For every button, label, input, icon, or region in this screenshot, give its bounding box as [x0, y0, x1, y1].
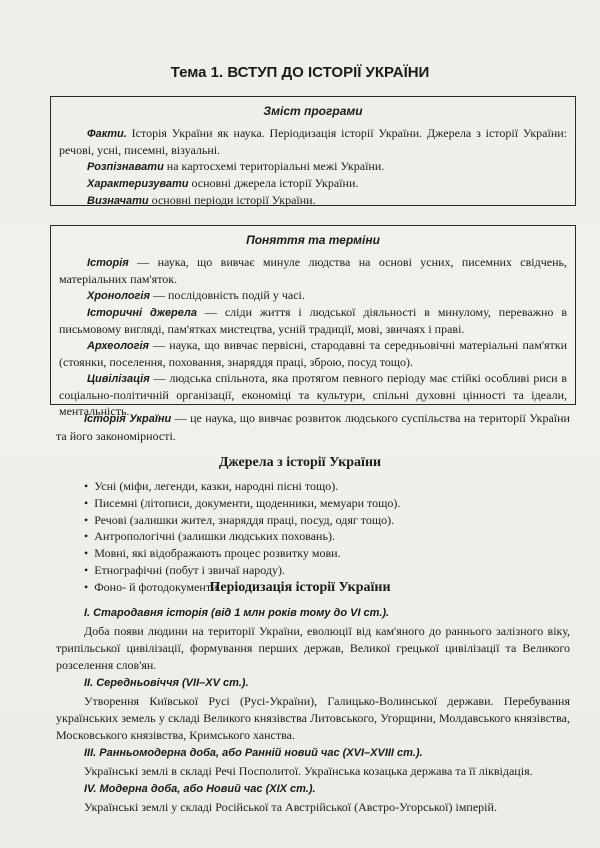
periods-section	[56, 604, 570, 817]
page-title: Тема 1. ВСТУП ДО ІСТОРІЇ УКРАЇНИ	[170, 64, 430, 81]
program-box	[50, 96, 576, 206]
list-item: • Мовні, які відображають процес розвитку мови.	[84, 545, 400, 562]
period-text: Доба появи людини на території України, еволюції від кам'яного до раннього залізного віку, трипільської цивілізації, формування перших держав, Великої грецької цивілізації та Великого розселення слов'ян.	[56, 624, 570, 672]
period-text: Українські землі у складі Російської та Австрійської (Австро-Угорської) імперій.	[84, 800, 497, 814]
period-title: ІІІ. Ранньомодерна доба, або Ранній новий час (XVI–XVIII ст.).	[84, 747, 423, 759]
term-label: Історичні джерела	[87, 307, 197, 319]
recognize-text: на картосхемі територіальні межі України.	[163, 159, 385, 173]
characterize-text: основні джерела історії України.	[188, 176, 359, 190]
term-text: — наука, що вивчає первісні, стародавні та середньовічні матеріальні пам'ятки (стоянки, поселення, поховання, знаряддя праці, зброю, посуд тощо).	[59, 338, 567, 369]
list-item: • Етнографічні (побут і звичаї народу).	[84, 562, 400, 579]
list-item: • Писемні (літописи, документи, щоденники, мемуари тощо).	[84, 495, 400, 512]
terms-heading: Поняття та терміни	[246, 233, 380, 247]
definition-text: — це наука, що вивчає розвиток людського суспільства на території України та його закономірності.	[56, 411, 570, 443]
list-item: • Усні (міфи, легенди, казки, народні пісні тощо).	[84, 478, 400, 495]
sources-list	[84, 478, 400, 596]
term-text: — людська спільнота, яка протягом певного періоду має стійкі особливі риси в соціально-політичній організації, економіці та культури, спільні духовні цінності та ідеали, ментальність.	[59, 371, 567, 418]
term-item	[59, 304, 567, 337]
list-item: • Речові (залишки жител, знаряддя праці, посуд, одяг тощо).	[84, 512, 400, 529]
period-text: Українські землі в складі Речі Посполитої. Українська козацька держава та її ліквідація.	[84, 764, 533, 778]
define-label: Визначати	[87, 195, 149, 207]
definition-term: Історія України	[84, 413, 172, 425]
term-label: Цивілізація	[87, 373, 150, 385]
term-text: — наука, що вивчає минуле людства на основі усних, писемних свідчень, матеріальних пам'яток.	[59, 255, 567, 286]
term-text: — сліди життя і людської діяльності в минулому, переважно в письмовому вигляді, пам'ятках мистецтва, усній традиції, мові, звичаях і праві.	[59, 305, 567, 336]
program-recognize	[59, 158, 567, 175]
terms-box	[50, 225, 576, 418]
list-item: • Фоно- й фотодокументи.	[84, 579, 400, 596]
sources-heading: Джерела з історії України	[218, 455, 382, 470]
ukraine-history-definition	[56, 410, 570, 445]
periods-heading: Періодизація історії України	[209, 580, 391, 595]
recognize-label: Розпізнавати	[87, 161, 164, 173]
period-title: IV. Модерна доба, або Новий час (XIX ст.).	[84, 783, 316, 795]
program-heading: Зміст програми	[263, 104, 363, 118]
program-facts	[59, 125, 567, 158]
period-title: ІІ. Середньовіччя (VII–XV ст.).	[84, 677, 249, 689]
define-text: основні періоди історії України.	[148, 193, 316, 207]
period-title: І. Стародавня історія (від 1 млн років тому до VI ст.).	[84, 607, 390, 619]
program-characterize	[59, 175, 567, 192]
term-item	[59, 287, 567, 304]
characterize-label: Характеризувати	[87, 178, 189, 190]
term-item	[59, 254, 567, 287]
term-item	[59, 337, 567, 370]
term-label: Археологія	[87, 340, 150, 352]
period-text: Утворення Київської Русі (Русі-України), Галицько-Волинської держави. Перебування українських земель у складі Великого князівства Литовського, Угорщини, Молдавського князівства, Московського князівства, Кримського ханства.	[56, 694, 570, 742]
program-define	[59, 192, 567, 209]
facts-text: Історія України як наука. Періодизація історії України. Джерела з історії України: речові, усні, писемні, візуальні.	[59, 126, 567, 157]
facts-label: Факти.	[87, 128, 127, 140]
term-label: Хронологія	[87, 290, 150, 302]
term-text: — послідовність подій у часі.	[149, 288, 305, 302]
term-label: Історія	[87, 257, 129, 269]
list-item: • Антропологічні (залишки людських поховань).	[84, 528, 400, 545]
